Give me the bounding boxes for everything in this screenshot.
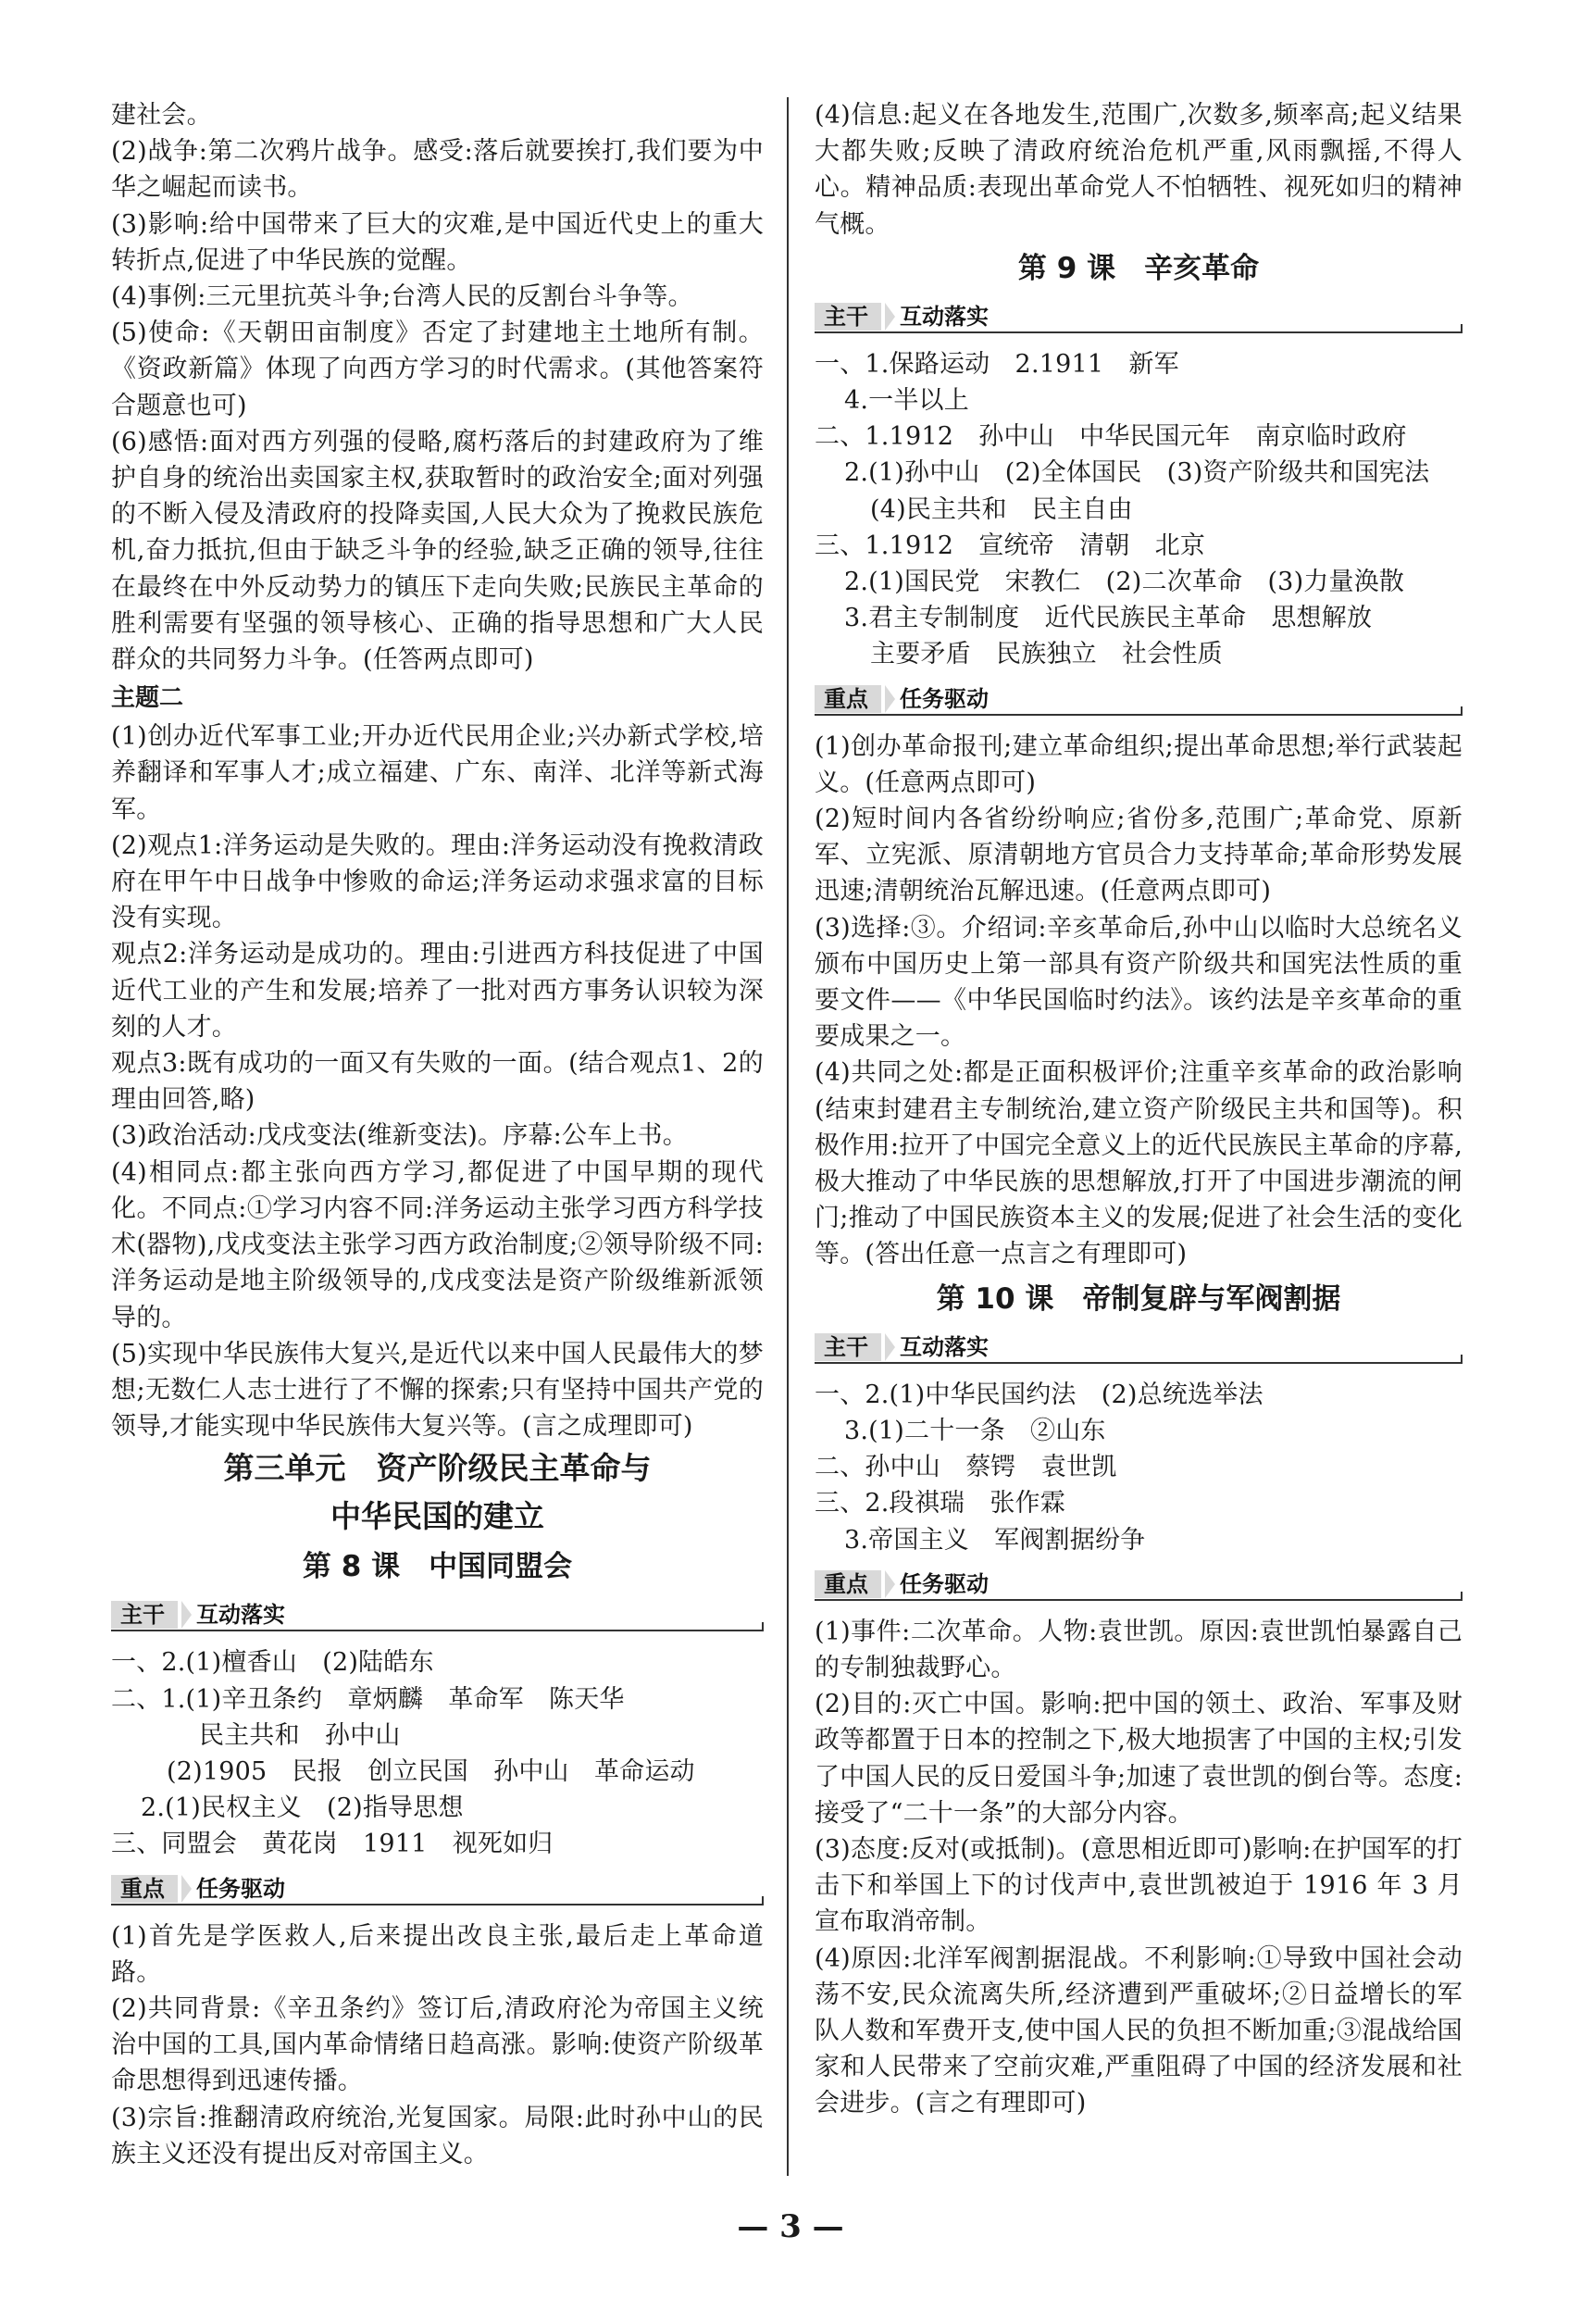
- lesson-10-title: 第 10 课 帝制复辟与军阀割据: [936, 1281, 1341, 1316]
- paragraph: (1)创办近代军事工业;开办近代民用企业;兴办新式学校,培养翻译和军事人才;成立福建、广东、南洋、北洋等新式海军。: [111, 722, 764, 824]
- column-divider: [787, 97, 789, 2176]
- section-label: 互动落实: [900, 1333, 989, 1360]
- section-tag: 重点: [111, 1875, 178, 1903]
- section-rule-tick: [762, 1622, 764, 1631]
- section-rule: [111, 1630, 764, 1631]
- section-label: 任务驱动: [900, 1570, 989, 1597]
- answer-line: 4.一半以上: [844, 386, 969, 416]
- section-header-key: [111, 1872, 764, 1905]
- section-header-main: [815, 1331, 1463, 1364]
- arrow-icon: [885, 1570, 895, 1598]
- paragraph: (1)首先是学医救人,后来提出改良主张,最后走上革命道路。: [111, 1921, 764, 1987]
- arrow-icon: [885, 303, 895, 331]
- paragraph: (2)观点1:洋务运动是失败的。理由:洋务运动没有挽救清政府在甲午中日战争中惨败的命运;洋务运动求强求富的目标没有实现。: [111, 831, 764, 933]
- page-number: — 3 —: [737, 2208, 844, 2245]
- answer-line: (2)1905 民报 创立民国 孙中山 革命运动: [167, 1756, 695, 1786]
- unit-title-line1: 第三单元 资产阶级民主革命与: [223, 1450, 652, 1487]
- answer-line: 主要矛盾 民族独立 社会性质: [870, 640, 1223, 669]
- answer-line: 一、2.(1)中华民国约法 (2)总统选举法: [815, 1380, 1264, 1409]
- unit-title-line2: 中华民国的建立: [330, 1498, 544, 1535]
- answer-line: 3.(1)二十一条 ②山东: [844, 1416, 1106, 1445]
- section-rule: [815, 1599, 1463, 1601]
- paragraph: (4)相同点:都主张向西方学习,都促进了中国早期的现代化。不同点:①学习内容不同:洋务运动主张学习西方科学技术(器物),戊戌变法主张学习西方政治制度;②领导阶级不同:洋务运动是地主阶级领导的,戊戌变法是资产阶级维新派领导的。: [111, 1157, 764, 1332]
- arrow-icon: [885, 685, 895, 713]
- paragraph: (6)感悟:面对西方列强的侵略,腐朽落后的封建政府为了维护自身的统治出卖国家主权,获取暂时的政治安全;面对列强的不断入侵及清政府的投降卖国,人民大众为了挽救民族危机,奋力抵抗,但由于缺乏斗争的经验,缺乏正确的领导,往往在最终在中外反动势力的镇压下走向失败;民族民主革命的胜利需要有坚强的领导核心、正确的指导思想和广大人民群众的共同努力斗争。(任答两点即可): [111, 427, 764, 675]
- paragraph: (4)原因:北洋军阀割据混战。不利影响:①导致中国社会动荡不安,民众流离失所,经济遭到严重破坏;②日益增长的军队人数和军费开支,使中国人民的负担不断加重;③混战给国家和人民带来了空前灾难,严重阻碍了中国的经济发展和社会进步。(言之有理即可): [815, 1943, 1463, 2118]
- paragraph: (1)事件:二次革命。人物:袁世凯。原因:袁世凯怕暴露自己的专制独裁野心。: [815, 1617, 1463, 1682]
- section-label: 任务驱动: [900, 685, 989, 712]
- right-column: [815, 97, 1463, 2122]
- section-rule-tick: [762, 1896, 764, 1905]
- paragraph: 观点2:洋务运动是成功的。理由:引进西方科技促进了中国近代工业的产生和发展;培养了一批对西方事务认识较为深刻的人才。: [111, 940, 764, 1042]
- section-header-main: [111, 1598, 764, 1631]
- answer-line: 三、1.1912 宣统帝 清朝 北京: [815, 531, 1206, 560]
- section-tag: 重点: [815, 1570, 881, 1598]
- answer-line: 一、1.保路运动 2.1911 新军: [815, 349, 1179, 379]
- answer-line: 三、2.段祺瑞 张作霖: [815, 1489, 1065, 1518]
- paragraph: (5)使命:《天朝田亩制度》否定了封建地主土地所有制。《资政新篇》体现了向西方学习的时代需求。(其他答案符合题意也可): [111, 319, 764, 420]
- paragraph: (3)宗旨:推翻清政府统治,光复国家。局限:此时孙中山的民族主义还没有提出反对帝国主义。: [111, 2103, 764, 2168]
- paragraph: (3)政治活动:戊戌变法(维新变法)。序幕:公车上书。: [111, 1121, 688, 1151]
- section-rule: [111, 1904, 764, 1905]
- section-tag: 主干: [815, 303, 881, 331]
- section-rule-tick: [1461, 706, 1463, 716]
- paragraph: (4)共同之处:都是正面积极评价;注重辛亥革命的政治影响(结束封建君主专制统治,建立资产阶级民主共和国等)。积极作用:拉开了中国完全意义上的近代民族民主革命的序幕,极大推动了中华民族的思想解放,打开了中国进步潮流的闸门;推动了中国民族资本主义的发展;促进了社会生活的变化等。(答出任意一点言之有理即可): [815, 1058, 1463, 1269]
- paragraph: 观点3:既有成功的一面又有失败的一面。(结合观点1、2的理由回答,略): [111, 1049, 764, 1115]
- arrow-icon: [181, 1875, 192, 1903]
- section-rule-tick: [1461, 1355, 1463, 1364]
- section-header-main: [815, 300, 1463, 333]
- section-rule: [815, 331, 1463, 333]
- paragraph: (3)选择:③。介绍词:辛亥革命后,孙中山以临时大总统名义颁布中国历史上第一部具有资产阶级共和国宪法性质的重要文件——《中华民国临时约法》。该约法是辛亥革命的重要成果之一。: [815, 913, 1463, 1052]
- paragraph: (2)目的:灭亡中国。影响:把中国的领土、政治、军事及财政等都置于日本的控制之下,极大地损害了中国的主权;引发了中国人民的反日爱国斗争;加速了袁世凯的倒台等。态度:接受了“二十一条”的大部分内容。: [815, 1690, 1463, 1828]
- section-tag: 主干: [815, 1333, 881, 1361]
- section-label: 互动落实: [900, 303, 989, 330]
- paragraph: (5)实现中华民族伟大复兴,是近代以来中国人民最伟大的梦想;无数仁人志士进行了不懈的探索;只有坚持中国共产党的领导,才能实现中华民族伟大复兴等。(言之成理即可): [111, 1339, 764, 1442]
- arrow-icon: [885, 1333, 895, 1361]
- paragraph: (2)共同背景:《辛丑条约》签订后,清政府沦为帝国主义统治中国的工具,国内革命情绪日趋高涨。影响:使资产阶级革命思想得到迅速传播。: [111, 1993, 764, 2096]
- answer-line: 民主共和 孙中山: [199, 1720, 401, 1750]
- theme-heading: 主题二: [111, 684, 184, 713]
- answer-line: 2.(1)民权主义 (2)指导思想: [141, 1793, 464, 1823]
- section-tag: 重点: [815, 685, 881, 713]
- answer-line: (4)民主共和 民主自由: [870, 494, 1133, 524]
- answer-line: 二、孙中山 蔡锷 袁世凯: [815, 1453, 1117, 1482]
- paragraph: (2)战争:第二次鸦片战争。感受:落后就要挨打,我们要为中华之崛起而读书。: [111, 137, 764, 203]
- answer-line: 3.帝国主义 军阀割据纷争: [844, 1525, 1146, 1555]
- section-label: 任务驱动: [196, 1875, 285, 1902]
- lesson-8-title: 第 8 课 中国同盟会: [302, 1550, 573, 1584]
- answer-line: 一、2.(1)檀香山 (2)陆皓东: [111, 1648, 434, 1678]
- paragraph: (2)短时间内各省纷纷响应;省份多,范围广;革命党、原新军、立宪派、原清朝地方官员合力支持革命;革命形势发展迅速;清朝统治瓦解迅速。(任意两点即可): [815, 805, 1463, 906]
- answer-line: 二、1.1912 孙中山 中华民国元年 南京临时政府: [815, 422, 1407, 452]
- paragraph: 建社会。: [111, 101, 212, 130]
- lesson-9-title: 第 9 课 辛亥革命: [1017, 251, 1260, 285]
- section-rule-tick: [1461, 324, 1463, 333]
- left-column: [111, 97, 764, 2172]
- section-rule-tick: [1461, 1592, 1463, 1601]
- answer-line: 2.(1)国民党 宋教仁 (2)二次革命 (3)力量涣散: [844, 568, 1405, 597]
- section-label: 互动落实: [196, 1602, 285, 1629]
- answer-line: 三、同盟会 黄花岗 1911 视死如归: [111, 1830, 554, 1859]
- paragraph: (4)事例:三元里抗英斗争;台湾人民的反割台斗争等。: [111, 282, 693, 312]
- paragraph: (4)信息:起义在各地发生,范围广,次数多,频率高;起义结果大都失败;反映了清政府统治危机严重,风雨飘摇,不得人心。精神品质:表现出革命党人不怕牺牲、视死如归的精神气概。: [815, 101, 1463, 239]
- answer-line: 二、1.(1)辛丑条约 章炳麟 革命军 陈天华: [111, 1684, 625, 1714]
- section-header-key: [815, 682, 1463, 716]
- paragraph: (1)创办革命报刊;建立革命组织;提出革命思想;举行武装起义。(任意两点即可): [815, 731, 1463, 797]
- answer-line: 2.(1)孙中山 (2)全体国民 (3)资产阶级共和国宪法: [844, 458, 1430, 488]
- section-rule: [815, 1362, 1463, 1364]
- paragraph: (3)态度:反对(或抵制)。(意思相近即可)影响:在护国军的打击下和举国上下的讨伐声中,袁世凯被迫于 1916 年 3 月宣布取消帝制。: [815, 1834, 1463, 1937]
- section-tag: 主干: [111, 1601, 178, 1629]
- paragraph: (3)影响:给中国带来了巨大的灾难,是中国近代史上的重大转折点,促进了中华民族的觉醒。: [111, 209, 764, 275]
- arrow-icon: [181, 1601, 192, 1629]
- answer-line: 3.君主专制制度 近代民族民主革命 思想解放: [844, 604, 1373, 633]
- section-rule: [815, 714, 1463, 716]
- section-header-key: [815, 1568, 1463, 1601]
